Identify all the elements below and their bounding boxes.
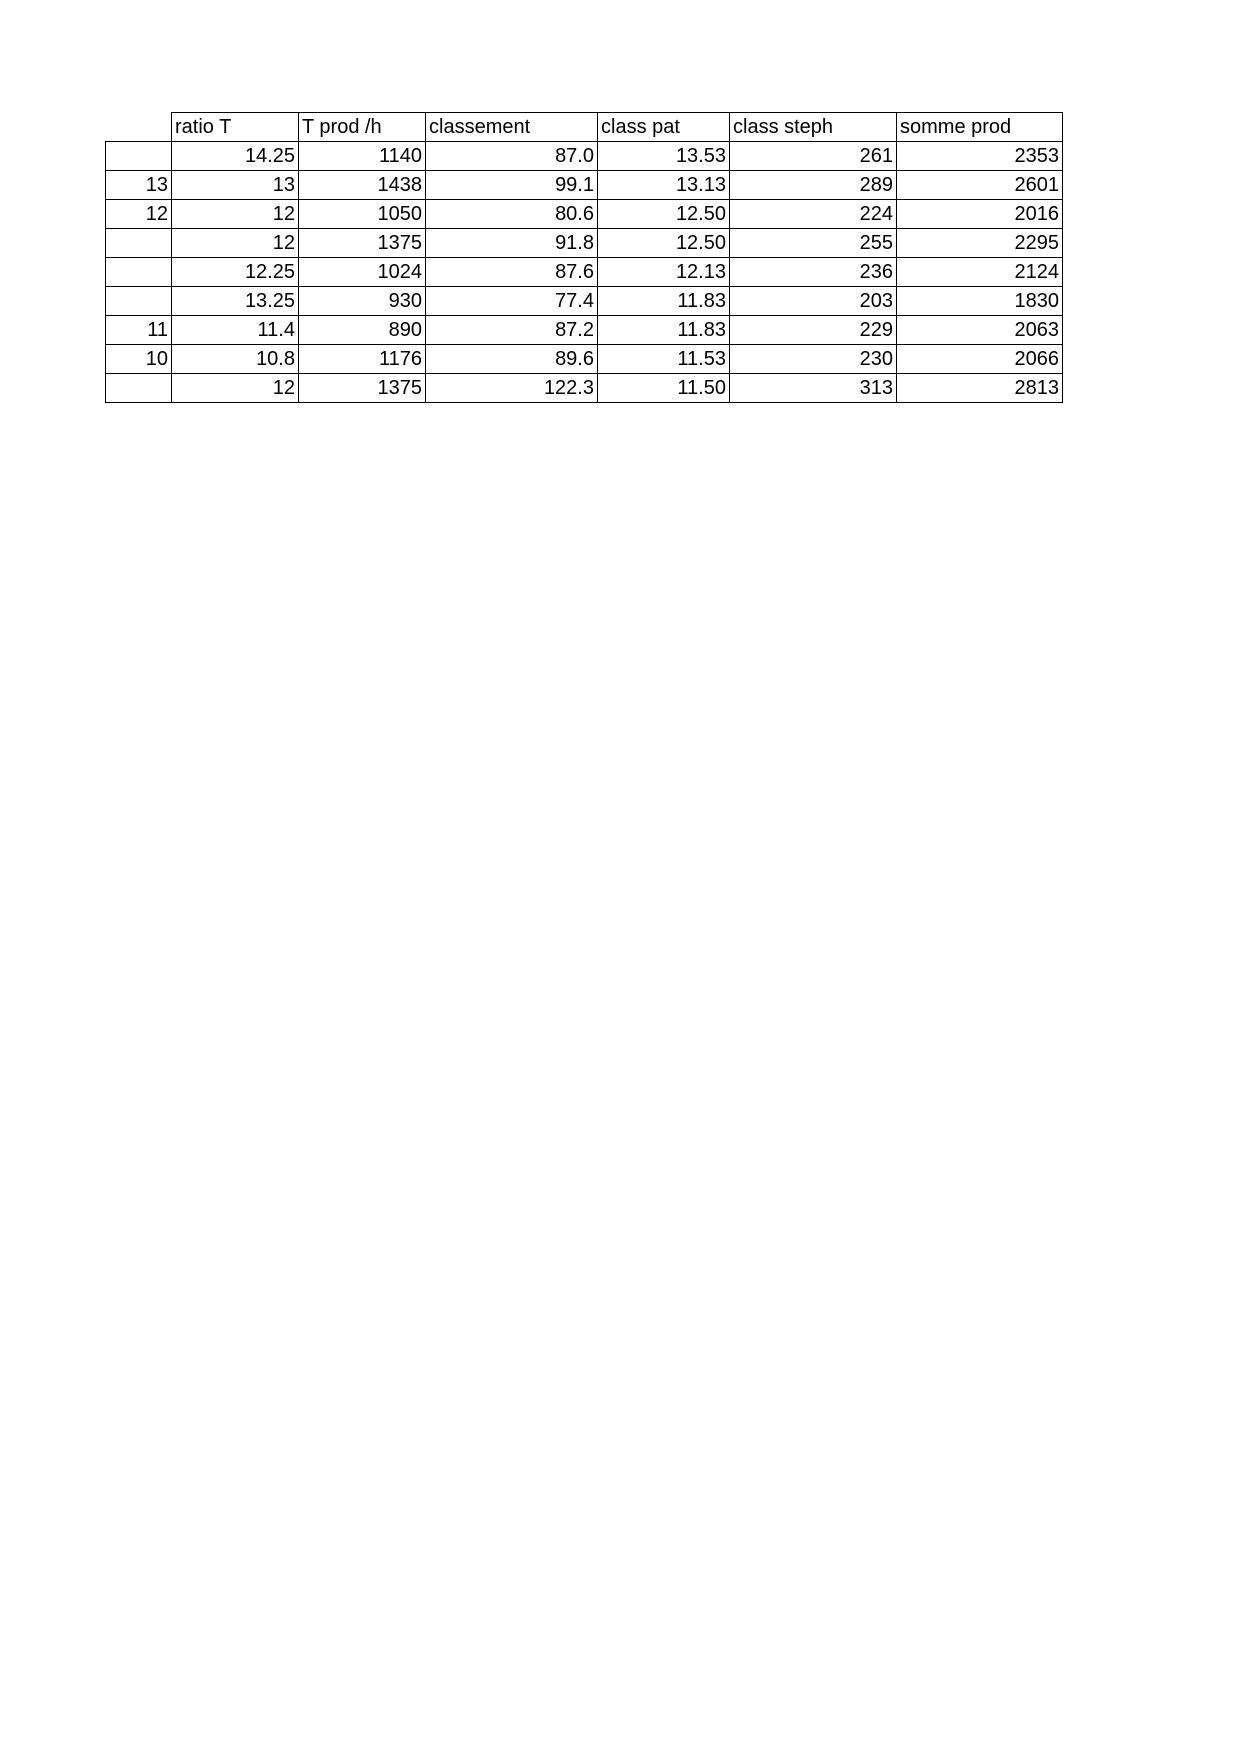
header-row xyxy=(106,113,1063,142)
table-cell: 13.53 xyxy=(598,142,730,171)
table-cell: 12 xyxy=(172,200,299,229)
table-cell: 930 xyxy=(299,287,426,316)
table-cell: 13 xyxy=(106,171,172,200)
table-cell: 1176 xyxy=(299,345,426,374)
table-cell: 1830 xyxy=(897,287,1063,316)
table-cell: 203 xyxy=(730,287,897,316)
table-cell: 13 xyxy=(172,171,299,200)
table-cell: 2353 xyxy=(897,142,1063,171)
table-cell: 10 xyxy=(106,345,172,374)
table-cell: 87.6 xyxy=(426,258,598,287)
table-cell: 1438 xyxy=(299,171,426,200)
table-cell: 11.50 xyxy=(598,374,730,403)
table-cell: 12.50 xyxy=(598,200,730,229)
table-cell: 99.1 xyxy=(426,171,598,200)
table-cell: 230 xyxy=(730,345,897,374)
table-cell: 229 xyxy=(730,316,897,345)
table-row xyxy=(106,258,1063,287)
table-cell xyxy=(106,374,172,403)
table-cell xyxy=(106,229,172,258)
table-cell: 12 xyxy=(172,374,299,403)
column-header-ratio-t: ratio T xyxy=(172,113,299,142)
table-cell: 13.25 xyxy=(172,287,299,316)
table-cell: 12 xyxy=(172,229,299,258)
table-cell: 2063 xyxy=(897,316,1063,345)
table-cell: 2813 xyxy=(897,374,1063,403)
table-cell: 1375 xyxy=(299,229,426,258)
table-cell: 11.53 xyxy=(598,345,730,374)
column-header-somme-prod: somme prod xyxy=(897,113,1063,142)
table-row xyxy=(106,142,1063,171)
table-cell: 89.6 xyxy=(426,345,598,374)
table-cell: 890 xyxy=(299,316,426,345)
table-cell: 2066 xyxy=(897,345,1063,374)
column-header-class-pat: class pat xyxy=(598,113,730,142)
table-row xyxy=(106,229,1063,258)
table-cell xyxy=(106,142,172,171)
table-cell: 80.6 xyxy=(426,200,598,229)
data-table xyxy=(105,112,1063,403)
table-cell: 2295 xyxy=(897,229,1063,258)
table-cell: 12.13 xyxy=(598,258,730,287)
column-header-blank xyxy=(106,113,172,142)
table-cell: 12 xyxy=(106,200,172,229)
table-cell: 122.3 xyxy=(426,374,598,403)
table-cell: 12.25 xyxy=(172,258,299,287)
table-cell: 11.4 xyxy=(172,316,299,345)
table-cell: 87.2 xyxy=(426,316,598,345)
table-cell: 13.13 xyxy=(598,171,730,200)
table-row xyxy=(106,171,1063,200)
column-header-class-steph: class steph xyxy=(730,113,897,142)
table-cell: 313 xyxy=(730,374,897,403)
table-cell: 236 xyxy=(730,258,897,287)
table-cell: 11.83 xyxy=(598,316,730,345)
table-cell: 1024 xyxy=(299,258,426,287)
table-cell xyxy=(106,287,172,316)
table-cell: 91.8 xyxy=(426,229,598,258)
table-cell: 77.4 xyxy=(426,287,598,316)
column-header-t-prod-h: T prod /h xyxy=(299,113,426,142)
table-cell: 261 xyxy=(730,142,897,171)
table-cell: 1050 xyxy=(299,200,426,229)
table-row xyxy=(106,345,1063,374)
table-cell: 1375 xyxy=(299,374,426,403)
table-cell: 2601 xyxy=(897,171,1063,200)
table-cell: 11.83 xyxy=(598,287,730,316)
column-header-classement: classement xyxy=(426,113,598,142)
table-row xyxy=(106,316,1063,345)
table-cell: 255 xyxy=(730,229,897,258)
table-cell: 12.50 xyxy=(598,229,730,258)
table-row xyxy=(106,287,1063,316)
table-row xyxy=(106,374,1063,403)
table-cell: 10.8 xyxy=(172,345,299,374)
table-cell: 289 xyxy=(730,171,897,200)
table-cell: 2124 xyxy=(897,258,1063,287)
table-cell: 224 xyxy=(730,200,897,229)
table-cell: 14.25 xyxy=(172,142,299,171)
table-row xyxy=(106,200,1063,229)
table-cell: 2016 xyxy=(897,200,1063,229)
table-cell: 11 xyxy=(106,316,172,345)
table-cell: 1140 xyxy=(299,142,426,171)
table-cell xyxy=(106,258,172,287)
table-cell: 87.0 xyxy=(426,142,598,171)
